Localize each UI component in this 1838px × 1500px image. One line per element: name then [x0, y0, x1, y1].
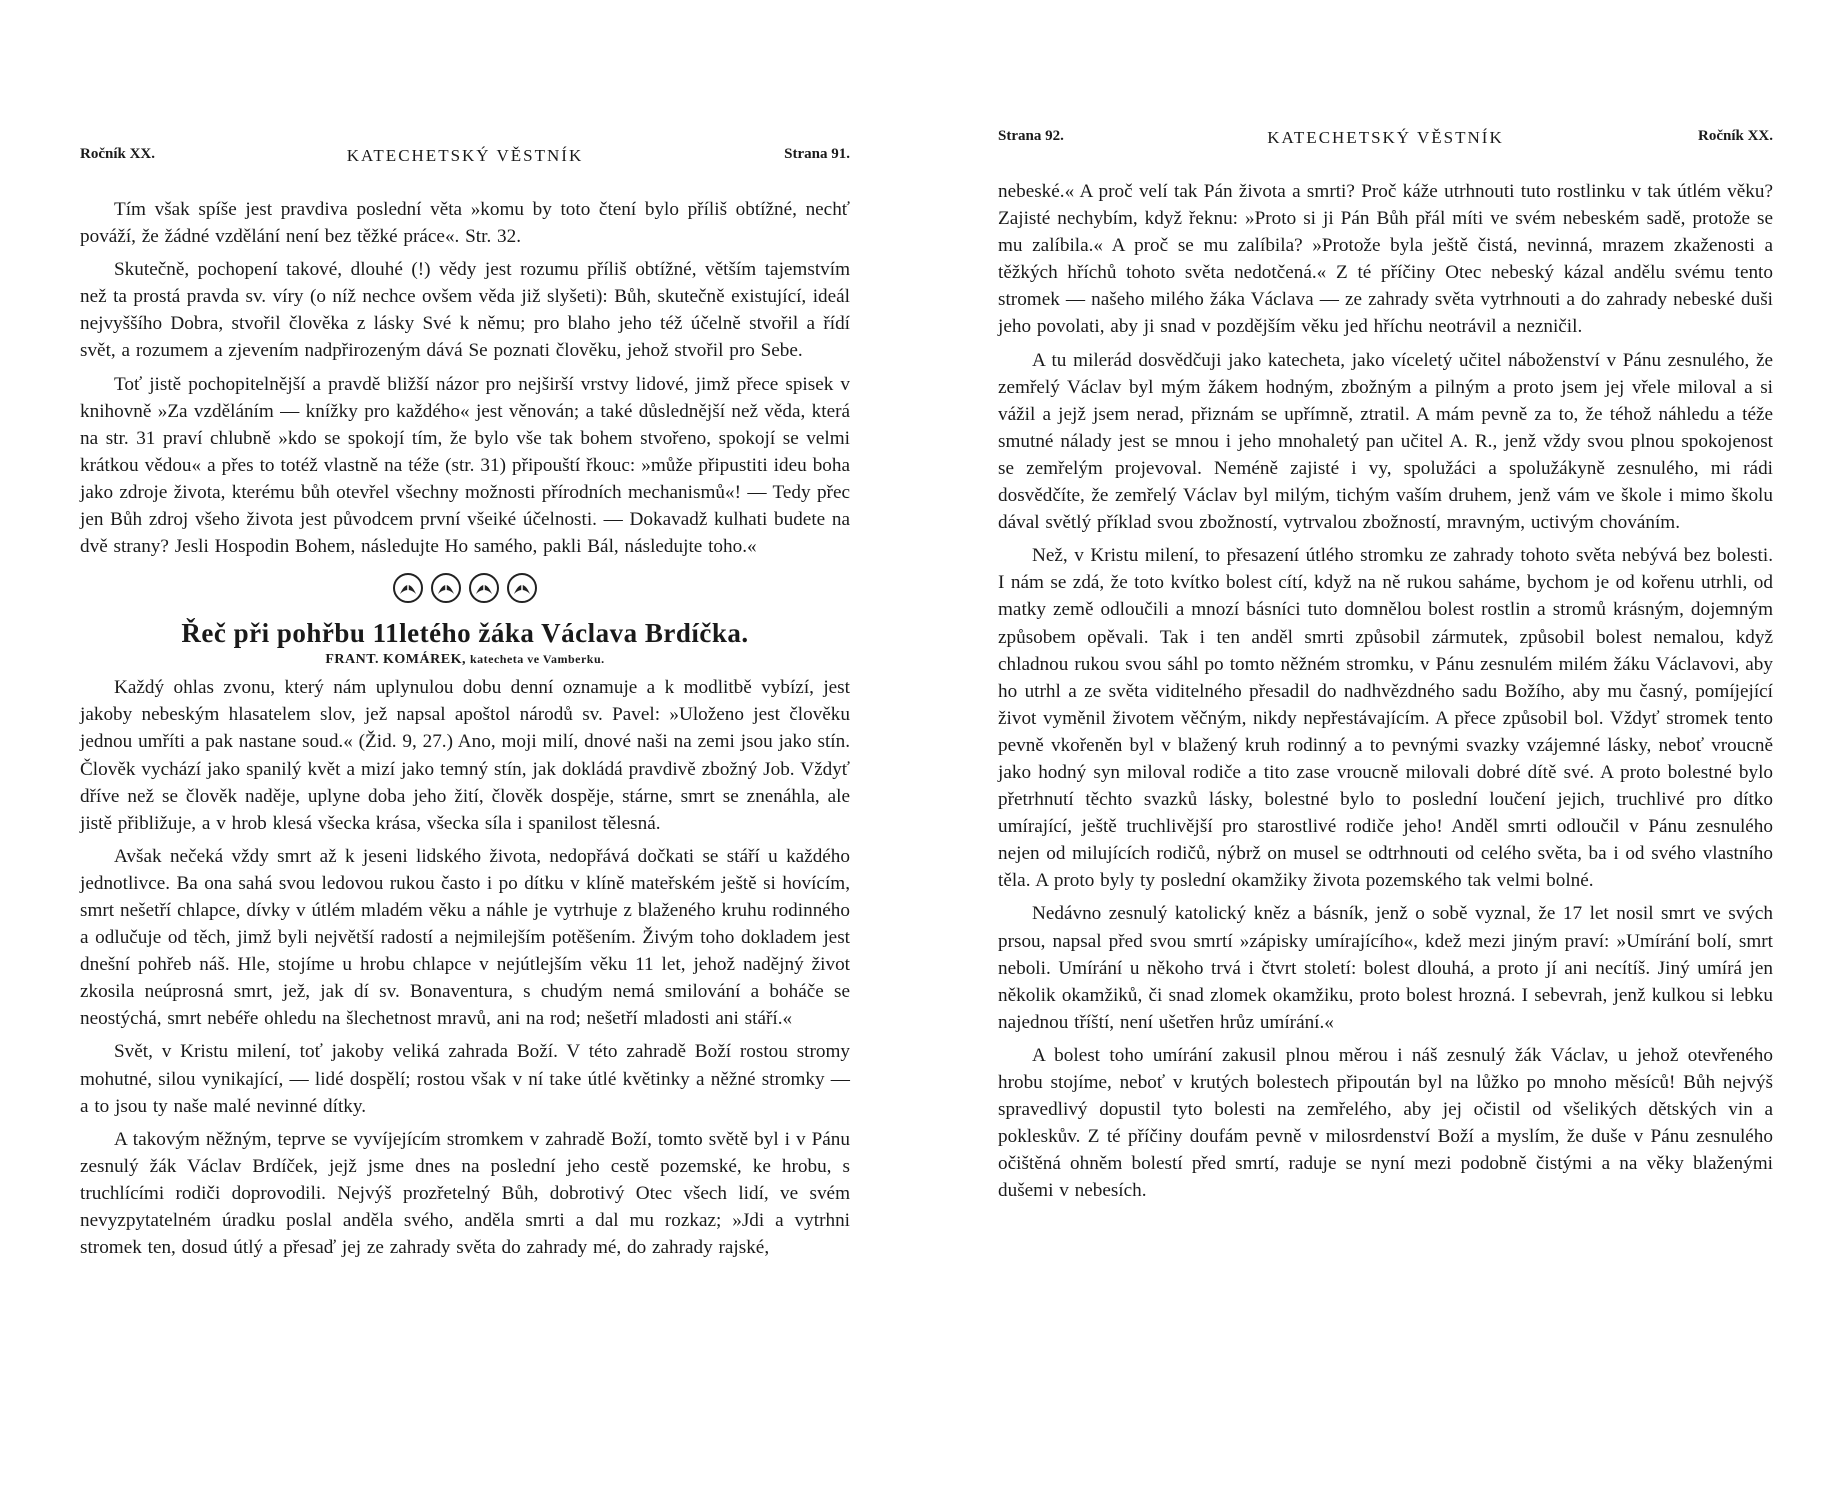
leaf-ornament-icon: [506, 572, 538, 604]
right-page-body: [998, 178, 1773, 1210]
paragraph: Nedávno zesnulý katolický kněz a básník, jenž o sobě vyznal, že 17 let nosil smrt ve svých prsou, napsal před svou smrtí »zápisky umírajícího«, kdež mezi jiným praví: »Umírání bolí, smrt neboli. Umírání u někoho trvá i čtvrt století: bolest dlouhá, a proto jí ani necítíš. Jiný umírá jen několik okamžiků, či snad zlomek okamžiku, proto bolest hrozná. I sebevrah, jenž kulkou si lebku najednou tříští, není ušetřen hrůz umírání.«: [998, 903, 1773, 1033]
paragraph: Avšak nečeká vždy smrt až k jeseni lidského života, nedopřává dočkati se stáří u každého jednotlivce. Ba ona sahá svou ledovou rukou často i po dítku v klíně mateřském ještě si hovícím, smrt nešetří chlapce, dívky v útlém mladém věku a náhle je vytrhuje z blaženého kruhu rodinného a odlučuje od těch, jimž byli největší radostí a nejmilejším potěšením. Živým toho dokladem jest dnešní pohřeb náš. Hle, stojíme u hrobu chlapce v nejútlejším věku 11 let, jehož nadějný život zkosila neúprosná smrt, jež, jak dí sv. Bonaventura, s chudým nemá smilování a boháče se neostýchá, smrt nebéře ohledu na šlechetnost mravů, ani na rod; nešetří mladosti ani stáří.«: [80, 845, 850, 1030]
paragraph-continuation: nebeské.« A proč velí tak Pán života a smrti? Proč káže utrhnouti tuto rostlinku v tak útlém věku? Zajisté nechybím, když řeknu: »Proto si ji Pán Bůh přál míti ve svém nebeském sadě, protože se mu zalíbila.« A proč se mu zalíbila? »Protože byla ještě čistá, nevinná, mrazem zkaženosti a těžkých hříchů tohoto světa nedotčená.« Z té příčiny Otec nebeský kázal andělu svému tento stromek — našeho milého žáka Václava — ze zahrady světa vytrhnouti a do zahrady nebeské duši jeho povolati, aby ji snad v pozdějším věku jed hříchu neotrávil a nezničil.: [998, 181, 1773, 338]
paragraph: Toť jistě pochopitelnější a pravdě bližší názor pro nejširší vrstvy lidové, jimž přece spisek v knihovně »Za vzděláním — knížky pro každého« jest věnován; a také důslednější než věda, která na str. 31 praví chlubně »kdo se spokojí tím, že bylo vše tak bohem stvořeno, spokojí se velmi krátkou vědou« a přes to totéž vlastně na téže (str. 31) připouští řkouc: »může připustiti ideu boha jako zdroje života, kterému bůh otevřel všechny možnosti přírodních mechanismů«! — Tedy přec jen Bůh zdroj všeho života jest původcem první všeiké účelnosti. — Dokavadž kulhati budete na dvě strany? Jesli Hospodin Bohem, následujte Ho samého, pakli Bál, následujte toho.«: [80, 373, 850, 558]
paragraph: Tím však spíše jest pravdiva poslední věta »komu by toto čtení bylo příliš obtížné, nechť pováží, že žádné vzdělání není bez těžké práce«. Str. 32.: [80, 199, 850, 248]
leaf-ornament-icon: [430, 572, 462, 604]
author-name: FRANT. KOMÁREK,: [325, 652, 466, 668]
paragraph: A tu milerád dosvědčuji jako katecheta, jako víceletý učitel náboženství v Pánu zesnulého, že zemřelý Václav byl mým žákem hodným, zbožným a pilným a proto jsem jej vřele miloval a si vážil a jejž jsem nerad, přiznám se upřímně, ztratil. A mám pevně za to, že téhož náhledu a téže smutné nálady jest se mnou i jeho mnohaletý pan učitel A. R., jenž vždy svou plnou spokojenost se zemřelým projevoval. Neméně zajisté i vy, spolužáci a spolužákyně zesnulého, mi rádi dosvědčíte, že zemřelý Václav byl milým, tichým vaším druhem, jenž vám ve škole i mimo školu dával světlý příklad svou zbožností, vytrvalou zbožností, mravným, uctivým chováním.: [998, 349, 1773, 534]
volume-label: Ročník XX.: [1697, 128, 1773, 144]
leaf-ornament-icon: [468, 572, 500, 604]
right-page-header: [998, 128, 1773, 152]
article-title: Řeč při pohřbu 11letého žáka Václava Brdíčka.: [181, 618, 749, 649]
page-number: Strana 91.: [784, 146, 850, 162]
paragraph: Než, v Kristu milení, to přesazení útlého stromku ze zahrady tohoto světa nebývá bez bolesti. I nám se zdá, že toto kvítko bolest cítí, když na ně rukou saháme, bychom je od kořenu utrhli, od matky země odloučili a mnozí básníci tuto domnělou bolest rostlin a stromů krásným, dojemným způsobem opěvali. Tak i ten anděl smrti způsobil zármutek, způsobil bolest nemalou, když chladnou rukou svou sáhl po tomto něžném stromku, v Pánu zesnulém milém žáku Václavovi, aby ho utrhl a ze světa viditelného přesadil do nadhvězdného sadu Božího, aby mu časný, pomíjející život vyměnil životem věčným, nikdy nepřestávajícím. A přece způsobil bol. Vždyť stromek tento pevně vkořeněn byl v blažený kruh rodinný a to pevnými svazky vzájemné lásky, neboť vroucně jako hodný syn miloval rodiče a tito zase vroucně milovali dobré dítě své. A proto bolestné bylo přetrhnutí těchto svazků lásky, bolestné bylo to poslední loučení jejich, truchlivé pro dítko umírající, ještě truchlivější pro starostlivé rodiče jeho! Anděl smrti odloučil v Pánu zesnulého nejen od milujících rodičů, nýbrž on musel se odtrhnouti od celého světa, ba i od svého vlastního těla. A proto byly ty poslední okamžiky života pozemského tak velmi bolné.: [998, 545, 1773, 892]
ornament-divider: [80, 572, 850, 604]
paragraph: Každý ohlas zvonu, který nám uplynulou dobu denní oznamuje a k modlitbě vybízí, jest jakoby nebeským hlasatelem slov, jež napsal apoštol národů sv. Pavel: »Uloženo jest člověku jednou umříti a pak nastane soud.« (Žid. 9, 27.) Ano, moji milí, dnové naši na zemi jsou jako stín. Člověk vychází jako spanilý květ a mizí jako temný stín, jak dokládá pravdivě zbožný Job. Vždyť dříve než se člověk naděje, uplyne doba jeho žití, člověk dospěje, stárne, smrt se znenáhla, ale jistě přibližuje, a v hrob klesá všecka krása, všecka síla i spanilost tělesná.: [80, 677, 850, 834]
journal-title: KATECHETSKÝ VĚSTNÍK: [346, 146, 584, 165]
left-page-header: [80, 146, 850, 170]
author-role: katecheta ve Vamberku.: [469, 652, 605, 667]
journal-title: KATECHETSKÝ VĚSTNÍK: [1267, 128, 1504, 147]
paragraph: A takovým něžným, teprve se vyvíjejícím stromkem v zahradě Boží, tomto světě byl i v Pánu zesnulý žák Václav Brdíček, jejž jsme dnes na poslední jeho cestě pozemské, ke hrobu, s truchlícími rodiči doprovodili. Nejvýš prozřetelný Bůh, dobrotivý Otec všech lidí, ve svém nevyzpytatelném úradku poslal anděla svého, anděla smrti a dal mu rozkaz; »Jdi a vytrhni stromek ten, dosud útlý a přesaď jej ze zahrady světa do zahrady mé, do zahrady rajské,: [80, 1128, 850, 1259]
paragraph: Svět, v Kristu milení, toť jakoby veliká zahrada Boží. V této zahradě Boží rostou stromy mohutné, silou vynikající, — lidé dospělí; rostou však v ní take útlé květinky a něžné stromky — a to jsou ty naše malé nevinné dítky.: [80, 1041, 850, 1117]
volume-label: Ročník XX.: [80, 146, 156, 162]
paragraph: Skutečně, pochopení takové, dlouhé (!) vědy jest rozumu příliš obtížné, větším tajemstvím než ta prostá pravda sv. víry (o níž nechce ovšem věda již slyšeti): Bůh, skutečně existující, ideál nejvyššího Dobra, stvořil člověka z lásky Své k němu; pro blaho jeho též účelně stvořil a řídí svět, a rozumem a zjevením nadpřirozeným dává Se poznati člověku, jehož stvořil pro Sebe.: [80, 259, 850, 362]
byline: [80, 652, 850, 668]
left-page-body: [80, 196, 850, 1267]
paragraph: A bolest toho umírání zakusil plnou měrou i náš zesnulý žák Václav, u jehož otevřeného hrobu stojíme, neboť v krutých bolestech připoután byl na lůžko po mnoho měsíců! Bůh nejvýš spravedlivý dopustil tyto bolesti na zemřelého, aby jej očistil od všelikých dětských vin a pokleskův. Z té příčiny doufám pevně v milosrdenství Boží a myslím, že duše v Pánu zesnulého očištěná ohněm bolestí před smrtí, raduje se nyní mezi podobně čistými a na věky blaženými dušemi v nebesích.: [998, 1044, 1773, 1202]
leaf-ornament-icon: [392, 572, 424, 604]
page-number: Strana 92.: [998, 128, 1064, 144]
